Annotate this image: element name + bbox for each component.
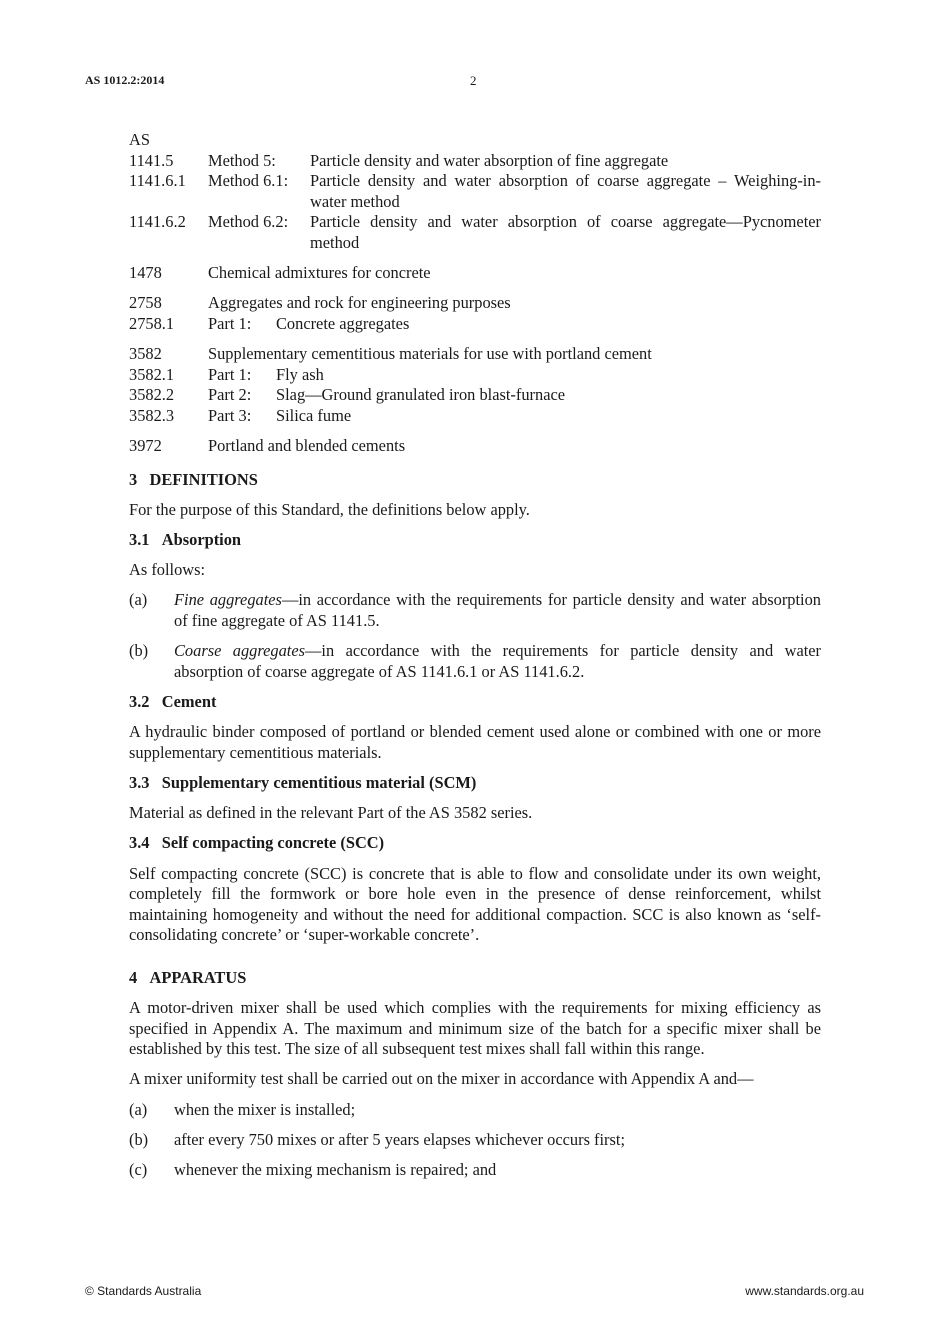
reference-row (129, 171, 821, 212)
section-4-paragraph: A motor-driven mixer shall be used which complies with the requirements for mixing efficiency as specified in Appendix A. The maximum and minimum size of the batch for a specific mixer shall be established by this test. The size of all subsequent test mixes shall fall within this range. (129, 998, 821, 1059)
page-number: 2 (470, 73, 477, 88)
reference-part-label: Method 5: (208, 150, 276, 170)
clause-3-3-heading: 3.3 Supplementary cementitious material (SCM) (129, 772, 477, 792)
reference-number: 1141.6.1 (129, 171, 186, 191)
document-id: AS 1012.2:2014 (85, 73, 165, 87)
section-3-intro: For the purpose of this Standard, the definitions below apply. (129, 499, 530, 519)
reference-part-label: Part 3: (208, 405, 252, 425)
reference-title: Fly ash (276, 364, 324, 384)
reference-title: Portland and blended cements (208, 436, 406, 456)
reference-number: 1141.6.2 (129, 212, 186, 232)
reference-row (129, 385, 821, 406)
footer-website: www.standards.org.au (745, 1284, 864, 1298)
reference-row (129, 151, 821, 172)
reference-row (129, 365, 821, 386)
list-item: (a) when the mixer is installed; (129, 1099, 356, 1119)
clause-3-1-heading: 3.1 Absorption (129, 530, 242, 550)
page-body (129, 130, 821, 1181)
reference-title: Concrete aggregates (276, 313, 410, 333)
clause-3-2-text: A hydraulic binder composed of portland or blended cement used alone or combined with one or more supplementary cementitious materials. (129, 722, 821, 762)
reference-part-label: Method 6.1: (208, 171, 289, 191)
reference-title: Aggregates and rock for engineering purposes (208, 293, 511, 313)
reference-row (129, 344, 821, 365)
reference-row (129, 406, 821, 427)
reference-number: 3582.1 (129, 364, 175, 384)
section-4-heading: 4 APPARATUS (129, 967, 247, 987)
list-item: (c) whenever the mixing mechanism is repaired; and (129, 1160, 497, 1180)
reference-row (129, 314, 821, 335)
reference-row (129, 212, 821, 253)
reference-title: Silica fume (276, 405, 352, 425)
footer-copyright: © Standards Australia (85, 1284, 202, 1298)
reference-number: 2758.1 (129, 313, 175, 333)
reference-part-label: Part 1: (208, 313, 252, 333)
reference-title: Particle density and water absorption of fine aggregate (310, 150, 669, 170)
clause-3-1-text: As follows: (129, 560, 206, 580)
reference-part-label: Part 1: (208, 364, 252, 384)
section-4-paragraph: A mixer uniformity test shall be carried out on the mixer in accordance with Appendix A and— (129, 1069, 754, 1089)
reference-title: Chemical admixtures for concrete (208, 263, 431, 283)
reference-number: 3582.2 (129, 385, 175, 405)
reference-number: 3582 (129, 344, 162, 364)
reference-title: Particle density and water absorption of coarse aggregate – Weighing-in-water method (310, 171, 821, 211)
section-3-heading: 3 DEFINITIONS (129, 469, 258, 489)
reference-number: 1141.5 (129, 150, 174, 170)
reference-list (129, 130, 821, 457)
reference-number: 2758 (129, 293, 162, 313)
reference-groups (129, 151, 821, 457)
reference-number: 3972 (129, 436, 162, 456)
clause-3-3-text: Material as defined in the relevant Part of the AS 3582 series. (129, 803, 533, 823)
list-item: (b) Coarse aggregates—in accordance with the requirements for particle density and water absorption of coarse aggregate of AS 1141.6.1 or AS 1141.6.2. (129, 641, 822, 681)
reference-title: Slag—Ground granulated iron blast-furnace (276, 385, 566, 405)
reference-row (129, 293, 821, 314)
clause-3-4-text: Self compacting concrete (SCC) is concrete that is able to flow and consolidate under its own weight, completely fill the formwork or bore hole even in the presence of dense reinforcement, whilst maintaining homogeneity and without the need for additional compaction. SCC is also known as ‘self-consolidating concrete’ or ‘super-workable concrete’. (129, 863, 821, 945)
list-item: (a) Fine aggregates—in accordance with the requirements for particle density and water absorption of fine aggregate of AS 1141.5. (129, 590, 821, 631)
reference-title: Particle density and water absorption of coarse aggregate—Pycnometer method (310, 212, 821, 252)
reference-number: 3582.3 (129, 405, 175, 425)
clause-3-2-heading: 3.2 Cement (129, 692, 217, 711)
reference-row (129, 263, 821, 284)
reference-row (129, 436, 821, 457)
clause-3-4-heading: 3.4 Self compacting concrete (SCC) (129, 833, 385, 853)
reference-part-label: Part 2: (208, 385, 252, 405)
reference-part-label: Method 6.2: (208, 212, 289, 232)
reference-number: 1478 (129, 263, 162, 283)
reference-title: Supplementary cementitious materials for use with portland cement (208, 344, 652, 364)
list-item: (b) after every 750 mixes or after 5 years elapses whichever occurs first; (129, 1129, 626, 1149)
reference-prefix: AS (129, 130, 150, 149)
